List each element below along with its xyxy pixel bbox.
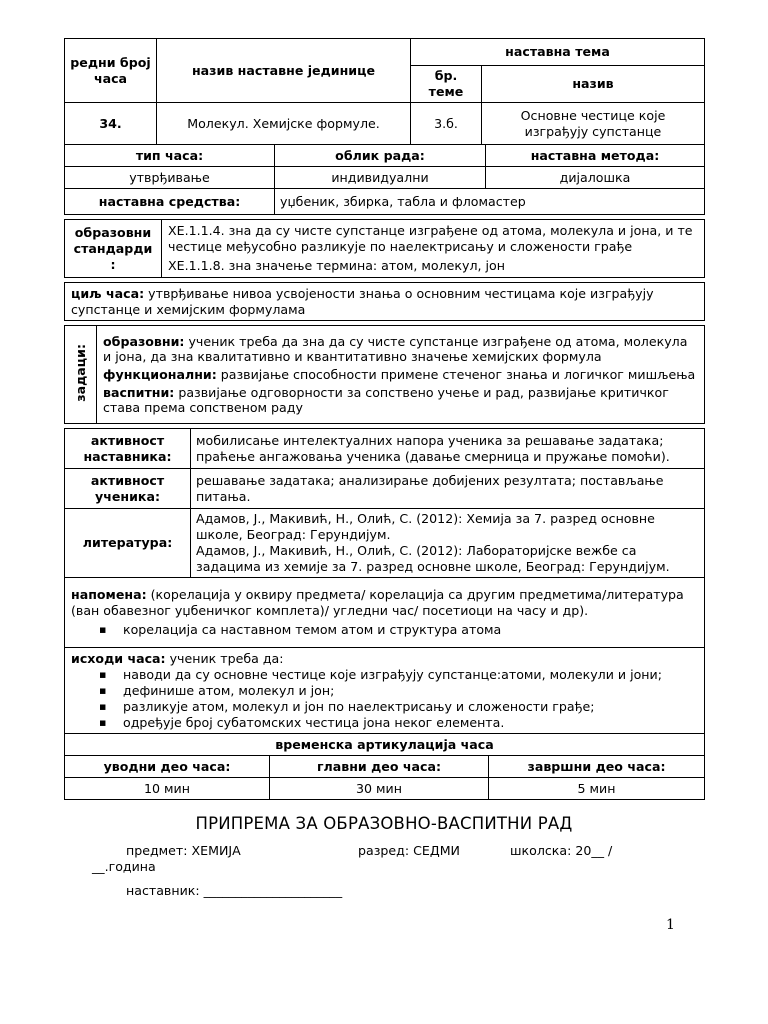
outcomes-label: исходи часа: (71, 650, 166, 666)
timing-title: временска артикулација часа (65, 734, 705, 756)
work-form-label: облик рада: (275, 145, 486, 167)
work-form-value: индивидуални (275, 167, 486, 189)
resources-value: уџбеник, збирка, табла и фломастер (275, 189, 705, 215)
lesson-type-label: тип часа: (65, 145, 275, 167)
standards-label: образовни стандарди : (65, 220, 162, 278)
note-bullet: ▪ корелација са наставном темом атом и структура атома (99, 622, 698, 638)
school-year-suffix: __.година (92, 859, 156, 874)
lesson-plan-form (64, 38, 705, 800)
lesson-number: 34. (65, 103, 157, 145)
outcome-item: ▪ разликује атом, молекул и јон по наелектрисању и сложености грађе; (99, 699, 698, 715)
task-educational (103, 334, 698, 364)
document-title: ПРИПРЕМА ЗА ОБРАЗОВНО-ВАСПИТНИ РАД (195, 814, 573, 833)
main-part-value: 30 мин (270, 778, 489, 800)
outcome-item: ▪ одређује број субатомских честица јона неког елемента. (99, 715, 698, 731)
note-list (71, 622, 698, 638)
literature-label: литература: (65, 509, 191, 578)
student-activity-label: активност ученика: (65, 469, 191, 509)
school-year-field: школска: 20__ / (510, 843, 613, 858)
teaching-method-value: дијалошка (486, 167, 705, 189)
outcomes-table (64, 647, 705, 734)
intro-part-value: 10 мин (65, 778, 270, 800)
method-table (64, 144, 705, 215)
lesson-type-value: утврђивање (65, 167, 275, 189)
tasks-side-label: задаци: (72, 343, 88, 402)
grade-field: разред: СЕДМИ (358, 843, 460, 858)
task-educational-text: ученик треба да зна да су чисте супстанце изграђене од атома, молекула и јона, да зна квалитативно и квантитативно значење хемијских формула (103, 334, 688, 364)
goal-cell (65, 283, 705, 321)
standards-table (64, 219, 705, 278)
note-label: напомена: (71, 587, 147, 602)
final-part-value: 5 мин (489, 778, 705, 800)
task-educational-label: образовни: (103, 334, 185, 349)
task-upbringing-text: развијање одговорности за сопствено учење и рад, развијање критичког става према сопственом раду (103, 385, 669, 415)
activities-table (64, 428, 705, 578)
task-functional-label: функционални: (103, 367, 217, 382)
teacher-activity-text: мобилисање интелектуалних напора ученика за решавање задатака; праћење ангажовања ученика (давање смерница и пружање помоћи). (191, 429, 705, 469)
subject-field: предмет: ХЕМИЈА (126, 843, 241, 858)
literature-item: Адамов, Ј., Макивић, Н., Олић, С. (2012): Лабораторијске вежбе са задацима из хемије за 7. разред основне школе, Београд: Герундијум. (196, 543, 670, 574)
outcomes-list (71, 667, 698, 731)
topic-header: наставна тема (411, 39, 705, 66)
goal-table (64, 282, 705, 321)
intro-part-label: уводни део часа: (65, 756, 270, 778)
note-text-block (71, 587, 698, 619)
page-number: 1 (666, 917, 675, 933)
topic-number: 3.б. (411, 103, 482, 145)
student-activity-text: решавање задатака; анализирање добијених резултата; постављање питања. (191, 469, 705, 509)
topic-name-header: назив (482, 66, 705, 103)
teaching-method-label: наставна метода: (486, 145, 705, 167)
outcome-item: ▪ наводи да су основне честице које изграђују супстанце:атоми, молекули и јони; (99, 667, 698, 683)
final-part-label: завршни део часа: (489, 756, 705, 778)
goal-label: циљ часа: (71, 285, 145, 301)
tasks-table (64, 325, 705, 424)
standard-item: ХЕ.1.1.4. зна да су чисте супстанце изграђене од атома, молекула и јона, и те честице међусобно разликује по наелектрисању и сложености грађе (168, 223, 693, 254)
outcomes-header (71, 651, 698, 667)
task-upbringing-label: васпитни: (103, 385, 175, 400)
teacher-field: наставник: ______________________ (126, 883, 343, 898)
task-functional (103, 367, 698, 382)
timing-table (64, 733, 705, 800)
topic-name: Основне честице које изграђују супстанце (482, 103, 705, 145)
literature-item: Адамов, Ј., Макивић, Н., Олић, С. (2012): Хемија за 7. разред основне школе, Београд: Герундијум. (196, 511, 655, 542)
note-table (64, 577, 705, 648)
goal-text: утврђивање нивоа усвојености знања о основним честицама које изграђују супстанце и хемијским формулама (71, 285, 654, 317)
standard-item: ХЕ.1.1.8. зна значење термина: атом, молекул, јон (168, 258, 505, 273)
outcomes-intro: ученик треба да: (165, 650, 284, 666)
topic-number-header: бр. теме (411, 66, 482, 103)
header-table (64, 38, 705, 145)
teacher-activity-label: активност наставника: (65, 429, 191, 469)
lesson-number-header: редни број часа (65, 39, 157, 103)
main-part-label: главни део часа: (270, 756, 489, 778)
task-upbringing (103, 385, 698, 415)
lesson-unit: Молекул. Хемијске формуле. (157, 103, 411, 145)
resources-label: наставна средства: (65, 189, 275, 215)
unit-name-header: назив наставне јединице (157, 39, 411, 103)
note-text: (корелација у оквиру предмета/ корелација са другим предметима/литература (ван обавезног уџбеничког комплета)/ угледни час/ посетиоци на часу и др). (71, 587, 684, 618)
task-functional-text: развијање способности примене стеченог знања и логичког мишљења (216, 367, 696, 382)
outcome-item: ▪ дефинише атом, молекул и јон; (99, 683, 698, 699)
